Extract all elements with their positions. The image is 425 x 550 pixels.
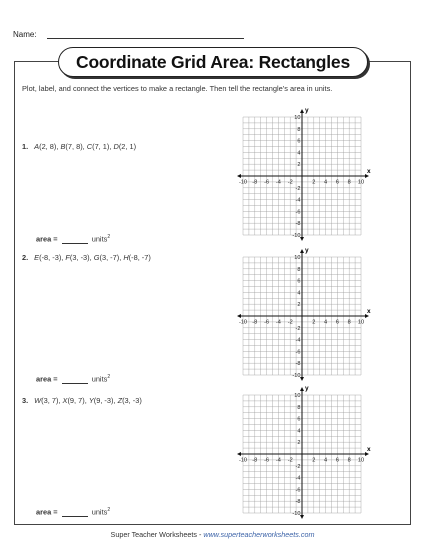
units-label: units bbox=[91, 507, 108, 517]
units-exponent: 2 bbox=[107, 507, 111, 513]
x-tick-label: 8 bbox=[347, 179, 351, 186]
y-tick-label: 2 bbox=[297, 302, 301, 309]
y-tick-label: -6 bbox=[295, 349, 301, 356]
y-tick-label: 10 bbox=[294, 115, 301, 121]
y-tick-label: -8 bbox=[295, 221, 301, 228]
y-tick-label: -4 bbox=[295, 475, 301, 482]
problem-1: 1. A(2, 8), B(7, 8), C(7, 1), D(2, 1) bbox=[22, 142, 137, 151]
coordinate-grid-3[interactable] bbox=[228, 386, 380, 522]
y-tick-label: -2 bbox=[295, 325, 301, 332]
vertex-coords: (-8, -7) bbox=[128, 253, 151, 262]
x-tick-label: 10 bbox=[357, 457, 365, 464]
x-tick-label: -4 bbox=[275, 319, 281, 326]
vertex-coords: (3, 7) bbox=[41, 396, 59, 405]
x-tick-label: -10 bbox=[238, 457, 248, 464]
instructions: Plot, label, and connect the vertices to make a rectangle. Then tell the rectangle’s area in units. bbox=[22, 84, 333, 93]
units-label: units bbox=[91, 374, 108, 384]
x-axis-arrow-icon bbox=[237, 314, 241, 318]
x-tick-label: -8 bbox=[252, 457, 258, 464]
y-tick-label: 6 bbox=[297, 138, 301, 145]
problem-number: 1. bbox=[22, 142, 29, 151]
area-label: area = bbox=[36, 507, 58, 517]
y-tick-label: -6 bbox=[295, 487, 301, 494]
y-tick-label: 2 bbox=[297, 162, 301, 169]
x-tick-label: -8 bbox=[252, 179, 258, 186]
x-tick-label: -2 bbox=[287, 319, 293, 326]
y-tick-label: -2 bbox=[295, 185, 301, 192]
answer-blank[interactable] bbox=[62, 507, 88, 517]
y-tick-label: -2 bbox=[295, 463, 301, 470]
x-tick-label: 6 bbox=[335, 457, 339, 464]
x-tick-label: -4 bbox=[275, 457, 281, 464]
vertex-label: G bbox=[93, 253, 100, 262]
units-exponent: 2 bbox=[107, 234, 111, 240]
vertex-label: H bbox=[123, 253, 129, 262]
name-line[interactable] bbox=[47, 38, 244, 39]
vertex-coords: (7, 8) bbox=[65, 142, 83, 151]
area-label: area = bbox=[36, 234, 58, 244]
x-tick-label: -2 bbox=[287, 457, 293, 464]
answer-blank[interactable] bbox=[62, 234, 88, 244]
page-title: Coordinate Grid Area: Rectangles bbox=[58, 47, 368, 77]
x-tick-label: 6 bbox=[335, 319, 339, 326]
y-tick-label: -10 bbox=[292, 511, 301, 517]
name-label: Name: bbox=[13, 30, 37, 39]
y-axis-arrow-icon bbox=[300, 109, 304, 113]
x-axis-arrow-icon bbox=[237, 174, 241, 178]
y-tick-label: -6 bbox=[295, 209, 301, 216]
y-axis-arrow-icon bbox=[300, 515, 304, 519]
vertex-coords: (2, 8) bbox=[39, 142, 57, 151]
vertex-label: C bbox=[86, 142, 93, 151]
y-tick-label: 10 bbox=[294, 255, 301, 261]
y-tick-label: 6 bbox=[297, 278, 301, 285]
x-axis-label: x bbox=[367, 168, 371, 175]
x-tick-label: -8 bbox=[252, 319, 258, 326]
y-axis-label: y bbox=[305, 107, 309, 114]
x-axis-label: x bbox=[367, 308, 371, 315]
vertex-coords: (7, 1) bbox=[92, 142, 110, 151]
y-tick-label: -4 bbox=[295, 337, 301, 344]
problem-number: 2. bbox=[22, 253, 29, 262]
y-tick-label: -8 bbox=[295, 361, 301, 368]
y-tick-label: 8 bbox=[297, 404, 301, 411]
y-tick-label: -10 bbox=[292, 233, 301, 239]
vertex-coords: (9, 7) bbox=[67, 396, 85, 405]
x-tick-label: 4 bbox=[324, 457, 328, 464]
y-tick-label: 10 bbox=[294, 393, 301, 399]
y-tick-label: 8 bbox=[297, 126, 301, 133]
y-axis-arrow-icon bbox=[300, 387, 304, 391]
y-tick-label: 8 bbox=[297, 266, 301, 273]
x-axis-arrow-icon bbox=[237, 452, 241, 456]
vertex-label: A bbox=[34, 142, 40, 151]
x-tick-label: 2 bbox=[312, 179, 316, 186]
y-tick-label: 4 bbox=[297, 150, 301, 157]
y-axis-label: y bbox=[305, 247, 309, 254]
vertex-label: X bbox=[62, 396, 68, 405]
x-tick-label: -6 bbox=[264, 319, 270, 326]
footer-link[interactable]: www.superteacherworksheets.com bbox=[203, 530, 315, 539]
x-axis-label: x bbox=[367, 446, 371, 453]
y-tick-label: -8 bbox=[295, 499, 301, 506]
problem-3: 3. W(3, 7), X(9, 7), Y(9, -3), Z(3, -3) bbox=[22, 396, 142, 405]
answer-1 bbox=[36, 234, 110, 244]
x-tick-label: -10 bbox=[238, 179, 248, 186]
x-tick-label: 6 bbox=[335, 179, 339, 186]
coordinate-grid-2[interactable] bbox=[228, 248, 380, 384]
y-tick-label: 4 bbox=[297, 428, 301, 435]
x-tick-label: 10 bbox=[357, 179, 365, 186]
units-label: units bbox=[91, 234, 108, 244]
x-tick-label: 4 bbox=[324, 179, 328, 186]
x-tick-label: 2 bbox=[312, 457, 316, 464]
y-tick-label: 4 bbox=[297, 290, 301, 297]
y-axis-label: y bbox=[305, 385, 309, 392]
vertex-coords: (-8, -3) bbox=[39, 253, 62, 262]
x-tick-label: 10 bbox=[357, 319, 365, 326]
x-tick-label: 4 bbox=[324, 319, 328, 326]
vertex-label: E bbox=[34, 253, 40, 262]
x-tick-label: -4 bbox=[275, 179, 281, 186]
y-axis-arrow-icon bbox=[300, 249, 304, 253]
y-tick-label: -4 bbox=[295, 197, 301, 204]
problem-number: 3. bbox=[22, 396, 29, 405]
y-axis-arrow-icon bbox=[300, 237, 304, 241]
answer-blank[interactable] bbox=[62, 374, 88, 384]
vertex-coords: (2, 1) bbox=[118, 142, 137, 151]
area-label: area = bbox=[36, 374, 58, 384]
vertex-coords: (3, -3) bbox=[69, 253, 90, 262]
x-tick-label: 2 bbox=[312, 319, 316, 326]
y-tick-label: 6 bbox=[297, 416, 301, 423]
vertex-label: Z bbox=[117, 396, 123, 405]
y-tick-label: 2 bbox=[297, 440, 301, 447]
footer bbox=[0, 530, 425, 539]
vertex-label: Y bbox=[88, 396, 94, 405]
vertex-coords: (9, -3) bbox=[93, 396, 114, 405]
vertex-label: B bbox=[60, 142, 66, 151]
x-tick-label: 8 bbox=[347, 457, 351, 464]
vertex-label: D bbox=[113, 142, 119, 151]
x-tick-label: 8 bbox=[347, 319, 351, 326]
answer-3 bbox=[36, 507, 110, 517]
vertex-coords: (3, -3) bbox=[122, 396, 142, 405]
coordinate-grid-1[interactable] bbox=[228, 108, 380, 244]
answer-2 bbox=[36, 374, 110, 384]
vertex-label: W bbox=[34, 396, 42, 405]
x-tick-label: -2 bbox=[287, 179, 293, 186]
x-tick-label: -10 bbox=[238, 319, 248, 326]
problem-2: 2. E(-8, -3), F(3, -3), G(3, -7), H(-8, -7) bbox=[22, 253, 151, 262]
y-tick-label: -10 bbox=[292, 373, 301, 379]
x-tick-label: -6 bbox=[264, 457, 270, 464]
units-exponent: 2 bbox=[107, 374, 111, 380]
x-tick-label: -6 bbox=[264, 179, 270, 186]
vertex-label: F bbox=[65, 253, 70, 262]
y-axis-arrow-icon bbox=[300, 377, 304, 381]
footer-text: Super Teacher Worksheets - bbox=[110, 530, 204, 539]
vertex-coords: (3, -7) bbox=[99, 253, 120, 262]
